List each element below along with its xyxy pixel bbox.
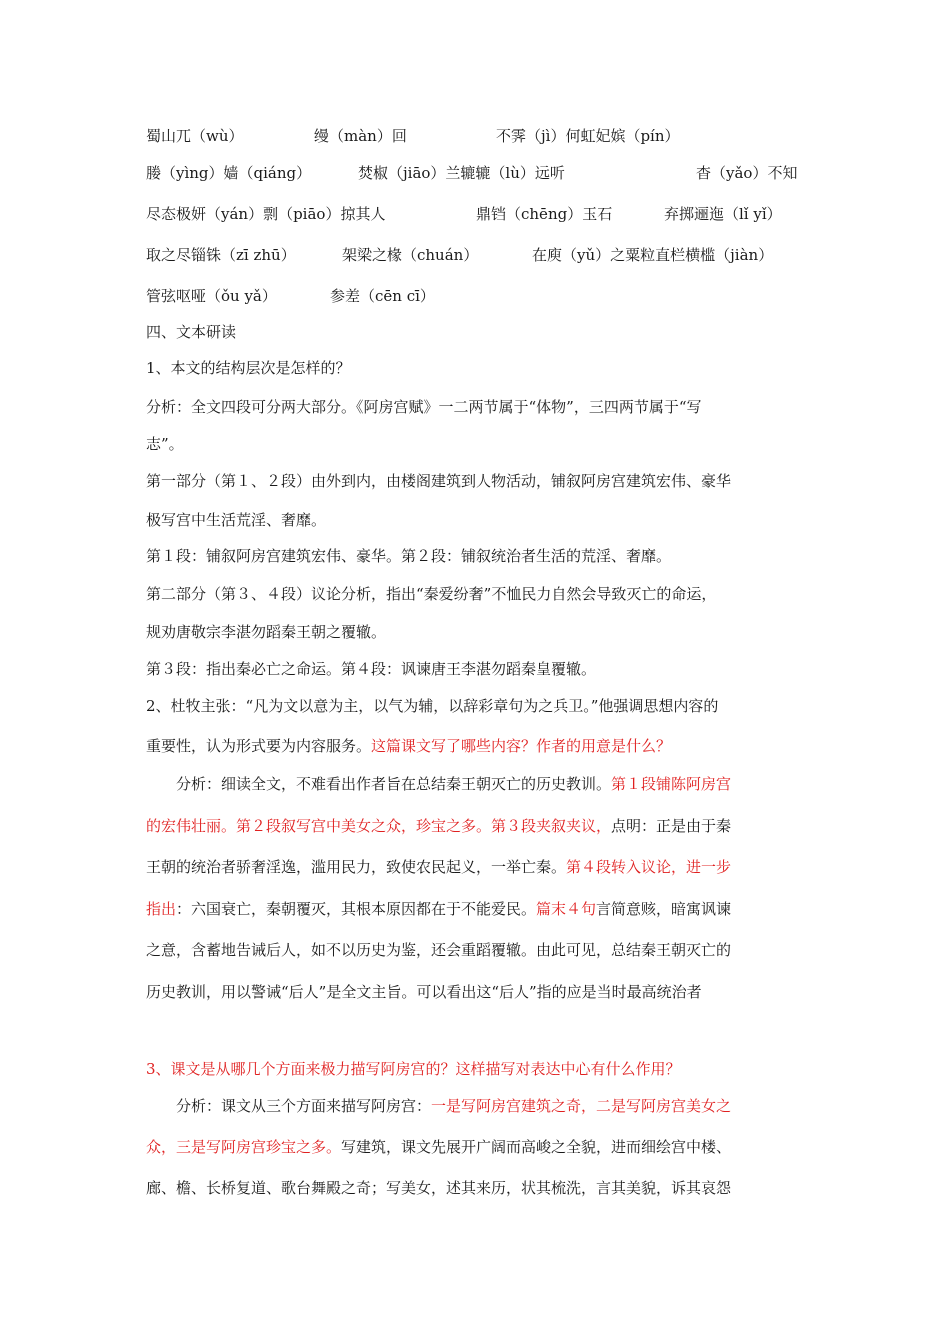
q2-answer-highlight: 第１段铺陈阿房宫 bbox=[611, 775, 732, 793]
vocab-item: 在庾（yǔ）之粟粒直栏横槛（jiàn） bbox=[532, 246, 774, 264]
vocab-item: 焚椒（jiāo）兰辘辘（lù）远听 bbox=[358, 164, 565, 182]
q3-answer-highlight: 一是写阿房宫建筑之奇，二是写阿房宫美女之 bbox=[431, 1097, 732, 1115]
q3-answer-line bbox=[146, 1137, 810, 1157]
q2-answer-highlight: 的宏伟壮丽。第２段叙写宫中美女之众，珍宝之多。第３段夹叙夹议， bbox=[146, 817, 612, 835]
q2-answer-text: ：六国衰亡，秦朝覆灭，其根本原因都在于不能爱民。 bbox=[176, 900, 537, 918]
vocab-row-3 bbox=[146, 204, 810, 224]
q3-answer-line: 廊、檐、长桥复道、歌台舞殿之奇；写美女，述其来历，状其梳洗，言其美貌，诉其哀怨 bbox=[146, 1179, 732, 1197]
q2-answer-line bbox=[146, 816, 810, 836]
q1-part2-line: 第二部分（第３、４段）议论分析，指出“秦爱纷奢”不恤民力自然会导致灭亡的命运， bbox=[146, 585, 717, 603]
q2-answer-text: 点明：正是由于秦 bbox=[611, 817, 732, 835]
vocab-item: 缦（màn）回 bbox=[314, 127, 407, 145]
q1-part1-line: 极写宫中生活荒淫、奢靡。 bbox=[146, 511, 327, 529]
q2-answer-text: 言简意赅，暗寓讽谏 bbox=[596, 900, 732, 918]
q2-answer-line: 之意，含蓄地告诫后人，如不以历史为鉴，还会重蹈覆辙。由此可见，总结秦王朝灭亡的 bbox=[146, 941, 732, 959]
q2-answer-line bbox=[146, 857, 810, 877]
vocab-row-4 bbox=[146, 245, 810, 265]
q1-part2-line: 规劝唐敬宗李湛勿蹈秦王朝之覆辙。 bbox=[146, 623, 387, 641]
question-2-line2 bbox=[146, 736, 810, 756]
q2-answer-highlight: 第４段转入议论，进一步 bbox=[566, 858, 732, 876]
q3-answer-text: 分析：课文从三个方面来描写阿房宫： bbox=[176, 1097, 432, 1115]
q2-answer-highlight: 指出 bbox=[146, 900, 177, 918]
vocab-item: 参差（cēn cī） bbox=[330, 287, 435, 305]
q3-answer-highlight: 众，三是写阿房宫珍宝之多。 bbox=[146, 1138, 342, 1156]
question-2: 2、杜牧主张：“凡为文以意为主，以气为辅，以辞彩章句为之兵卫。”他强调思想内容的 bbox=[146, 697, 719, 715]
vocab-item: 蜀山兀（wù） bbox=[146, 127, 244, 145]
vocab-item: 取之尽锱铢（zī zhū） bbox=[146, 246, 296, 264]
q1-part1-detail: 第１段：铺叙阿房宫建筑宏伟、豪华。第２段：铺叙统治者生活的荒淫、奢靡。 bbox=[146, 547, 672, 565]
vocab-item: 尽态极妍（yán）剽（piāo）掠其人 bbox=[146, 205, 386, 223]
q3-answer-text: 写建筑，课文先展开广阔而高峻之全貌，进而细绘宫中楼、 bbox=[341, 1138, 732, 1156]
q2-answer-line bbox=[146, 899, 810, 919]
q2-highlight: 这篇课文写了哪些内容？作者的用意是什么？ bbox=[371, 737, 672, 755]
q2-answer-line: 历史教训，用以警诫“后人”是全文主旨。可以看出这“后人”指的应是当时最高统治者 bbox=[146, 983, 702, 1001]
q1-analysis-line: 志”。 bbox=[146, 435, 184, 453]
q2-text: 重要性，认为形式要为内容服务。 bbox=[146, 737, 372, 755]
q2-answer-text: 分析：细读全文，不难看出作者旨在总结秦王朝灭亡的历史教训。 bbox=[176, 775, 612, 793]
vocab-row-5 bbox=[146, 286, 810, 306]
q1-part1-line: 第一部分（第１、２段）由外到内，由楼阁建筑到人物活动，铺叙阿房宫建筑宏伟、豪华 bbox=[146, 472, 732, 490]
vocab-item: 不霁（jì）何虹妃嫔（pín） bbox=[496, 127, 680, 145]
q2-answer-highlight: 篇末４句 bbox=[536, 900, 597, 918]
vocab-item: 弃掷逦迤（lǐ yǐ） bbox=[664, 205, 782, 223]
vocab-item: 架梁之椽（chuán） bbox=[342, 246, 479, 264]
vocab-item: 杳（yǎo）不知 bbox=[696, 164, 798, 182]
vocab-item: 管弦呕哑（ǒu yǎ） bbox=[146, 287, 277, 305]
q1-part2-detail: 第３段：指出秦必亡之命运。第４段：讽谏唐王李湛勿蹈秦皇覆辙。 bbox=[146, 660, 597, 678]
vocab-item: 媵（yìng）嫱（qiáng） bbox=[146, 164, 312, 182]
vocab-item: 鼎铛（chēng）玉石 bbox=[476, 205, 613, 223]
question-3: 3、课文是从哪几个方面来极力描写阿房宫的？这样描写对表达中心有什么作用？ bbox=[146, 1060, 681, 1078]
q3-answer-line bbox=[146, 1096, 840, 1116]
section-title: 四、文本研读 bbox=[146, 323, 237, 341]
q2-answer-line bbox=[146, 774, 840, 794]
q2-answer-text: 王朝的统治者骄奢淫逸，滥用民力，致使农民起义，一举亡秦。 bbox=[146, 858, 567, 876]
q1-analysis-line: 分析：全文四段可分两大部分。《阿房宫赋》一二两节属于“体物”，三四两节属于“写 bbox=[146, 398, 702, 416]
vocab-row-2 bbox=[146, 163, 810, 183]
vocab-row-1 bbox=[146, 126, 810, 146]
question-1: 1、本文的结构层次是怎样的？ bbox=[146, 359, 351, 377]
